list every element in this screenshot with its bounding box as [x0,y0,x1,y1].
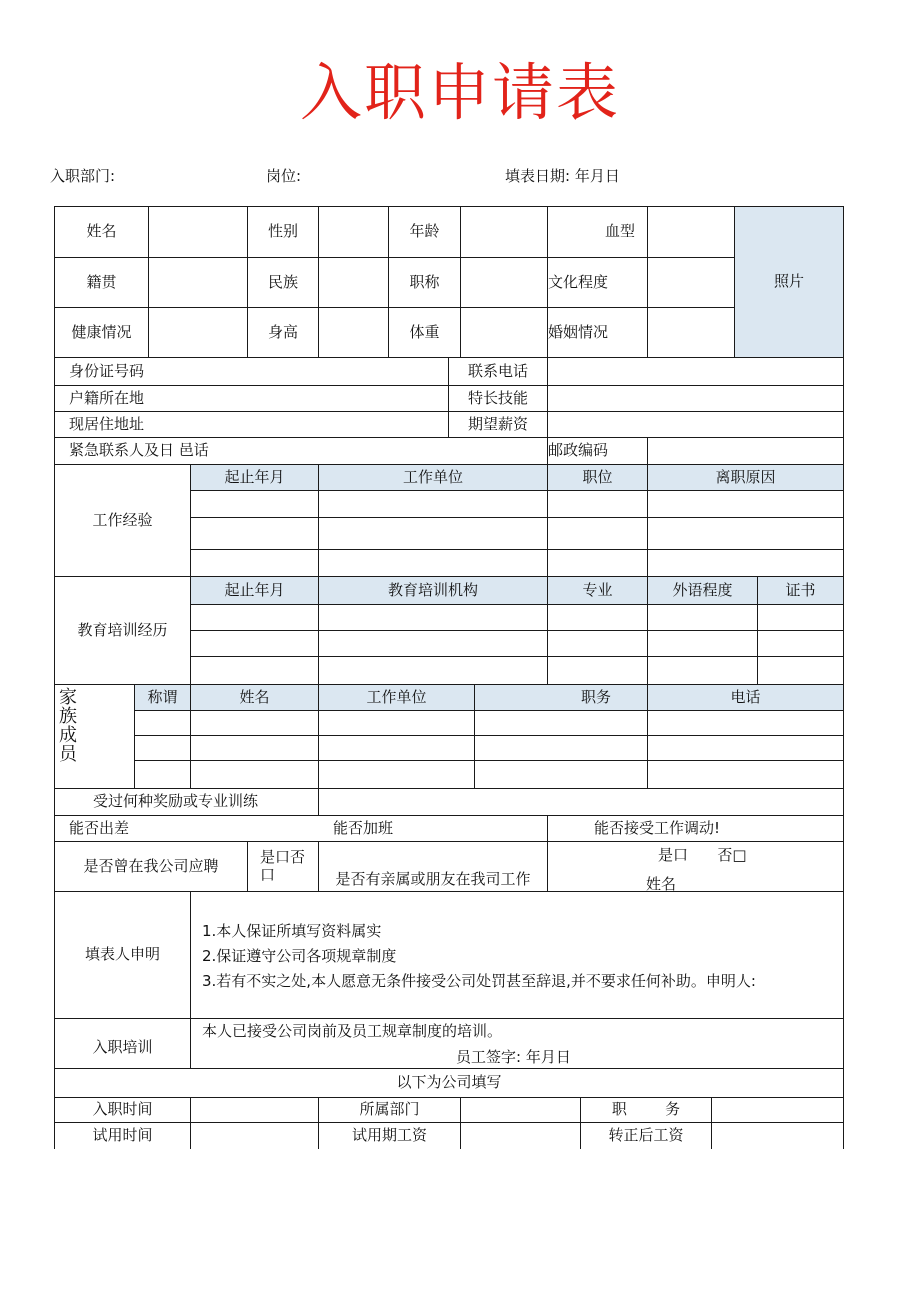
transfer-label: 能否接受工作调动! [594,818,721,837]
job-label: 职 务 [611,1100,681,1119]
photo-label: 照片 [773,272,804,291]
work-header-position: 职位 [582,467,613,486]
applied-before-label: 是否曾在我公司应聘 [83,856,219,875]
work-section-label: 工作经验 [92,510,153,529]
name-label: 姓名 [86,222,117,241]
age-field[interactable] [461,207,547,257]
weight-label: 体重 [409,322,440,341]
education-field[interactable] [648,258,734,307]
overtime-label: 能否加班 [333,818,394,837]
name-field[interactable] [149,207,247,257]
dept-label: 入职部门: [50,167,116,185]
declaration-line-2: 2.保证遵守公司各项规章制度 [202,947,397,965]
travel-label: 能否出差 [69,818,130,837]
ethnic-label: 民族 [267,272,298,291]
education-label: 文化程度 [548,272,609,291]
trial-time-field[interactable] [191,1123,318,1149]
relatives-no-option[interactable]: 否□ [717,846,747,865]
trial-time-label: 试用时间 [92,1126,153,1145]
weight-field[interactable] [461,308,547,357]
join-time-label: 入职时间 [92,1100,153,1119]
postcode-field[interactable] [648,438,843,464]
hukou-label: 户籍所在地 [69,388,145,407]
applied-options-line2: 口 [260,865,276,884]
address-label: 现居住地址 [69,414,145,433]
edu-section-label: 教育培训经历 [77,620,168,639]
edu-rows[interactable] [191,605,843,684]
gender-label: 性别 [267,222,298,241]
applied-options-line1: 是口否 [260,848,306,867]
family-header-relation: 称谓 [147,687,178,706]
title-label: 职称 [409,272,440,291]
awards-field[interactable] [319,789,843,815]
training-label: 入职培训 [92,1037,153,1056]
phone-field[interactable] [548,358,843,385]
edu-header-certificate: 证书 [785,580,816,599]
awards-label: 受过何种奖励或专业训练 [92,792,258,811]
height-label: 身高 [267,322,298,341]
company-section-banner: 以下为公司填写 [396,1073,502,1092]
family-header-phone: 电话 [730,687,761,706]
skills-field[interactable] [548,386,843,411]
declaration-line-1: 1.本人保证所填写资料属实 [202,922,382,940]
regular-salary-field[interactable] [712,1123,843,1149]
trial-salary-label: 试用期工资 [351,1126,427,1145]
date-label: 填表日期: 年月日 [505,167,620,185]
family-header-name: 姓名 [239,687,270,706]
join-time-field[interactable] [191,1098,318,1122]
native-label: 籍贯 [86,272,117,291]
id-number-label: 身份证号码 [69,361,145,380]
age-label: 年龄 [409,222,440,241]
training-text: 本人已接受公司岗前及员工规章制度的培训。 [202,1022,503,1040]
relatives-label: 是否有亲属或朋友在我司工作 [335,869,531,888]
department-label: 所属部门 [359,1100,420,1119]
work-header-company: 工作单位 [402,467,463,486]
declaration-line-3: 3.若有不实之处,本人愿意无条件接受公司处罚甚至辞退,并不要求任何补助。申明人: [202,972,756,990]
edu-header-period: 起止年月 [224,580,285,599]
blood-field[interactable] [648,207,734,257]
blood-label: 血型 [604,222,635,241]
edu-header-major: 专业 [582,580,613,599]
job-field[interactable] [712,1098,843,1122]
applied-before-options[interactable] [248,842,318,891]
trial-salary-field[interactable] [461,1123,580,1149]
gender-field[interactable] [319,207,388,257]
title-field[interactable] [461,258,547,307]
family-header-company: 工作单位 [366,687,427,706]
position-label: 岗位: [266,167,302,185]
ethnic-field[interactable] [319,258,388,307]
height-field[interactable] [319,308,388,357]
declaration-label: 填表人申明 [84,945,160,964]
native-field[interactable] [149,258,247,307]
family-header-position: 职务 [580,687,611,706]
relatives-name-label: 姓名 [645,875,676,894]
health-field[interactable] [149,308,247,357]
edu-header-language: 外语程度 [672,580,733,599]
phone-label: 联系电话 [467,361,528,380]
department-field[interactable] [461,1098,580,1122]
page-title: 入职申请表 [299,56,620,129]
relatives-yes-option[interactable]: 是口 [657,846,688,865]
regular-salary-label: 转正后工资 [608,1126,684,1145]
marriage-label: 婚姻情况 [548,322,609,341]
work-header-period: 起止年月 [224,467,285,486]
marriage-field[interactable] [648,308,734,357]
health-label: 健康情况 [71,322,132,341]
salary-field[interactable] [548,412,843,437]
employee-signature-label: 员工签字: 年月日 [456,1048,571,1066]
family-rows[interactable] [135,711,843,788]
salary-label: 期望薪资 [467,414,528,433]
postcode-label: 邮政编码 [548,441,609,460]
skills-label: 特长技能 [467,388,528,407]
emergency-contact-label: 紧急联系人及日 邑话 [69,441,209,460]
work-header-reason: 离职原因 [715,467,776,486]
edu-header-institution: 教育培训机构 [387,580,478,599]
work-rows[interactable] [191,491,843,576]
